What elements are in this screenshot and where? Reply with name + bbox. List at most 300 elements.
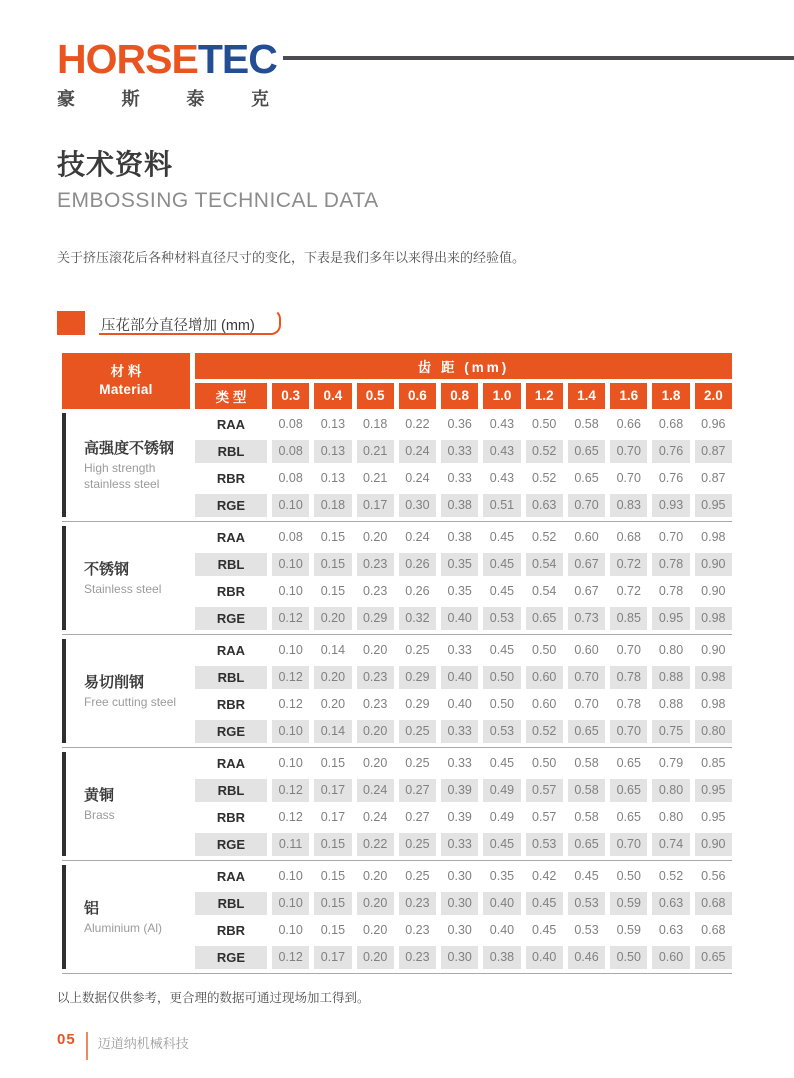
value-cell: 0.80 [652, 806, 689, 829]
value-cell: 0.23 [357, 580, 394, 603]
type-cell: RGE [195, 607, 267, 630]
value-cell: 0.15 [314, 553, 351, 576]
value-cell: 0.25 [399, 720, 436, 743]
value-cell: 0.38 [483, 946, 520, 969]
value-cell: 0.20 [357, 752, 394, 775]
value-cell: 0.65 [526, 607, 563, 630]
block-separator-line [62, 747, 732, 748]
value-cell: 0.65 [568, 440, 605, 463]
value-cell: 0.26 [399, 553, 436, 576]
value-cell: 0.50 [610, 865, 647, 888]
value-cell: 0.32 [399, 607, 436, 630]
value-cell: 0.40 [483, 919, 520, 942]
value-cell: 0.90 [695, 639, 732, 662]
block-separator-cell [62, 973, 732, 974]
value-cell: 0.74 [652, 833, 689, 856]
block-separator [62, 973, 732, 974]
value-cell: 0.20 [357, 720, 394, 743]
value-cell: 0.60 [526, 693, 563, 716]
value-cell: 0.53 [568, 919, 605, 942]
block-separator [62, 521, 732, 522]
pitch-header-cell: 1.6 [610, 383, 647, 409]
material-header-cell [62, 353, 190, 409]
value-cell: 0.52 [526, 440, 563, 463]
logo-chinese-char: 泰 [186, 88, 205, 109]
value-cell: 0.67 [568, 580, 605, 603]
value-cell: 0.78 [652, 580, 689, 603]
value-cell: 0.52 [652, 865, 689, 888]
value-cell: 0.27 [399, 806, 436, 829]
value-cell: 0.10 [272, 752, 309, 775]
value-cell: 0.10 [272, 892, 309, 915]
pitch-header-cell: 0.3 [272, 383, 309, 409]
value-cell: 0.60 [652, 946, 689, 969]
value-cell: 0.08 [272, 467, 309, 490]
value-cell: 0.10 [272, 580, 309, 603]
value-cell: 0.50 [483, 666, 520, 689]
pitch-group-header: 齿 距 (mm) [195, 353, 732, 379]
value-cell: 0.53 [483, 720, 520, 743]
value-cell: 0.45 [483, 553, 520, 576]
data-row [62, 526, 732, 549]
value-cell: 0.68 [695, 919, 732, 942]
block-separator-cell [62, 747, 732, 748]
value-cell: 0.57 [526, 806, 563, 829]
header-row-pitch [62, 353, 732, 379]
data-row [62, 752, 732, 775]
value-cell: 0.11 [272, 833, 309, 856]
value-cell: 0.70 [610, 833, 647, 856]
value-cell: 0.12 [272, 806, 309, 829]
value-cell: 0.80 [652, 779, 689, 802]
value-cell: 0.76 [652, 467, 689, 490]
block-separator [62, 634, 732, 635]
value-cell: 0.43 [483, 413, 520, 436]
value-cell: 0.65 [610, 752, 647, 775]
value-cell: 0.38 [441, 494, 478, 517]
value-cell: 0.80 [695, 720, 732, 743]
value-cell: 0.49 [483, 779, 520, 802]
value-cell: 0.95 [695, 494, 732, 517]
intro-text: 关于挤压滚花后各种材料直径尺寸的变化，下表是我们多年以来得出来的经验值。 [57, 249, 526, 265]
page-title: 技术资料 [57, 148, 174, 180]
page-number: 05 [57, 1030, 76, 1048]
value-cell: 0.58 [568, 779, 605, 802]
value-cell: 0.63 [526, 494, 563, 517]
logo-text-horse: HORSE [57, 36, 198, 82]
value-cell: 0.10 [272, 720, 309, 743]
value-cell: 0.65 [568, 720, 605, 743]
value-cell: 0.98 [695, 693, 732, 716]
value-cell: 0.21 [357, 467, 394, 490]
value-cell: 0.20 [357, 919, 394, 942]
value-cell: 0.20 [357, 892, 394, 915]
value-cell: 0.98 [695, 607, 732, 630]
value-cell: 0.70 [568, 666, 605, 689]
block-separator-line [62, 634, 732, 635]
value-cell: 0.10 [272, 639, 309, 662]
value-cell: 0.40 [441, 693, 478, 716]
value-cell: 0.65 [610, 806, 647, 829]
value-cell: 0.30 [441, 865, 478, 888]
value-cell: 0.08 [272, 526, 309, 549]
value-cell: 0.87 [695, 440, 732, 463]
value-cell: 0.25 [399, 865, 436, 888]
value-cell: 0.38 [441, 526, 478, 549]
value-cell: 0.58 [568, 806, 605, 829]
value-cell: 0.70 [568, 494, 605, 517]
value-cell: 0.29 [399, 693, 436, 716]
value-cell: 0.50 [526, 639, 563, 662]
data-row [62, 413, 732, 436]
value-cell: 0.30 [441, 892, 478, 915]
value-cell: 0.52 [526, 526, 563, 549]
value-cell: 0.46 [568, 946, 605, 969]
value-cell: 0.78 [610, 666, 647, 689]
value-cell: 0.23 [399, 946, 436, 969]
value-cell: 0.50 [526, 752, 563, 775]
type-cell: RBL [195, 553, 267, 576]
value-cell: 0.24 [399, 467, 436, 490]
pitch-header-cell: 1.0 [483, 383, 520, 409]
value-cell: 0.88 [652, 666, 689, 689]
value-cell: 0.08 [272, 413, 309, 436]
value-cell: 0.29 [399, 666, 436, 689]
value-cell: 0.35 [441, 580, 478, 603]
value-cell: 0.15 [314, 833, 351, 856]
material-cell [62, 865, 190, 969]
pitch-header-cell: 0.4 [314, 383, 351, 409]
value-cell: 0.12 [272, 666, 309, 689]
value-cell: 0.17 [314, 806, 351, 829]
value-cell: 0.45 [568, 865, 605, 888]
value-cell: 0.58 [568, 413, 605, 436]
type-cell: RAA [195, 413, 267, 436]
value-cell: 0.98 [695, 526, 732, 549]
material-cell [62, 413, 190, 517]
value-cell: 0.73 [568, 607, 605, 630]
type-cell: RGE [195, 833, 267, 856]
value-cell: 0.35 [483, 865, 520, 888]
value-cell: 0.36 [441, 413, 478, 436]
value-cell: 0.30 [441, 919, 478, 942]
value-cell: 0.33 [441, 467, 478, 490]
value-cell: 0.23 [399, 892, 436, 915]
value-cell: 0.52 [526, 467, 563, 490]
value-cell: 0.30 [441, 946, 478, 969]
value-cell: 0.13 [314, 413, 351, 436]
value-cell: 0.53 [526, 833, 563, 856]
logo-chinese-char: 克 [250, 88, 269, 109]
value-cell: 0.95 [652, 607, 689, 630]
page-footer [57, 1030, 737, 1060]
value-cell: 0.18 [357, 413, 394, 436]
page-header [0, 0, 794, 111]
value-cell: 0.78 [610, 693, 647, 716]
value-cell: 0.70 [610, 639, 647, 662]
value-cell: 0.65 [568, 467, 605, 490]
value-cell: 0.40 [483, 892, 520, 915]
value-cell: 0.70 [610, 467, 647, 490]
value-cell: 0.53 [568, 892, 605, 915]
value-cell: 0.54 [526, 580, 563, 603]
value-cell: 0.88 [652, 693, 689, 716]
value-cell: 0.33 [441, 440, 478, 463]
value-cell: 0.29 [357, 607, 394, 630]
logo-chinese-char: 斯 [121, 88, 140, 109]
section-label [57, 309, 737, 335]
company-logo [57, 36, 277, 111]
value-cell: 0.42 [526, 865, 563, 888]
value-cell: 0.85 [695, 752, 732, 775]
value-cell: 0.75 [652, 720, 689, 743]
value-cell: 0.40 [526, 946, 563, 969]
value-cell: 0.08 [272, 440, 309, 463]
value-cell: 0.70 [610, 720, 647, 743]
value-cell: 0.90 [695, 580, 732, 603]
type-cell: RBL [195, 892, 267, 915]
value-cell: 0.93 [652, 494, 689, 517]
value-cell: 0.10 [272, 865, 309, 888]
material-name-cn: 黄铜 [84, 787, 115, 805]
value-cell: 0.60 [526, 666, 563, 689]
pitch-header-cell: 1.2 [526, 383, 563, 409]
block-separator [62, 860, 732, 861]
logo-chinese-name [57, 85, 269, 111]
value-cell: 0.12 [272, 607, 309, 630]
value-cell: 0.12 [272, 693, 309, 716]
value-cell: 0.23 [357, 553, 394, 576]
value-cell: 0.15 [314, 892, 351, 915]
value-cell: 0.20 [357, 526, 394, 549]
page-subtitle: EMBOSSING TECHNICAL DATA [57, 188, 379, 212]
value-cell: 0.63 [652, 919, 689, 942]
value-cell: 0.59 [610, 892, 647, 915]
value-cell: 0.17 [314, 946, 351, 969]
logo-text-tec: TEC [197, 36, 277, 82]
value-cell: 0.33 [441, 752, 478, 775]
type-cell: RAA [195, 865, 267, 888]
value-cell: 0.96 [695, 413, 732, 436]
value-cell: 0.83 [610, 494, 647, 517]
value-cell: 0.59 [610, 919, 647, 942]
value-cell: 0.24 [357, 779, 394, 802]
value-cell: 0.23 [399, 919, 436, 942]
material-header-cn: 材 料 [110, 364, 142, 380]
value-cell: 0.50 [526, 413, 563, 436]
value-cell: 0.45 [483, 526, 520, 549]
value-cell: 0.79 [652, 752, 689, 775]
type-cell: RGE [195, 720, 267, 743]
value-cell: 0.80 [652, 639, 689, 662]
value-cell: 0.35 [441, 553, 478, 576]
data-row [62, 865, 732, 888]
value-cell: 0.18 [314, 494, 351, 517]
pitch-header-cell: 0.6 [399, 383, 436, 409]
block-separator [62, 747, 732, 748]
block-separator-cell [62, 521, 732, 522]
value-cell: 0.65 [695, 946, 732, 969]
type-cell: RGE [195, 946, 267, 969]
value-cell: 0.15 [314, 919, 351, 942]
material-name-cn: 不锈钢 [84, 561, 130, 579]
value-cell: 0.45 [483, 752, 520, 775]
value-cell: 0.70 [610, 440, 647, 463]
value-cell: 0.20 [314, 693, 351, 716]
value-cell: 0.17 [314, 779, 351, 802]
material-name-en: High strength stainless steel [84, 461, 160, 491]
value-cell: 0.33 [441, 833, 478, 856]
value-cell: 0.10 [272, 919, 309, 942]
embossing-data-table [57, 349, 737, 978]
value-cell: 0.25 [399, 639, 436, 662]
material-name-cn: 易切削钢 [84, 674, 145, 692]
value-cell: 0.43 [483, 440, 520, 463]
value-cell: 0.24 [399, 440, 436, 463]
value-cell: 0.60 [568, 526, 605, 549]
value-cell: 0.95 [695, 779, 732, 802]
value-cell: 0.65 [610, 779, 647, 802]
value-cell: 0.68 [610, 526, 647, 549]
value-cell: 0.68 [652, 413, 689, 436]
pitch-header-cell: 0.8 [441, 383, 478, 409]
value-cell: 0.53 [483, 607, 520, 630]
value-cell: 0.33 [441, 639, 478, 662]
label-square-icon [57, 311, 85, 335]
material-cell [62, 752, 190, 856]
value-cell: 0.13 [314, 467, 351, 490]
value-cell: 0.10 [272, 553, 309, 576]
value-cell: 0.22 [357, 833, 394, 856]
block-separator-cell [62, 860, 732, 861]
type-cell: RBR [195, 693, 267, 716]
value-cell: 0.67 [568, 553, 605, 576]
block-separator-line [62, 521, 732, 522]
value-cell: 0.26 [399, 580, 436, 603]
value-cell: 0.50 [483, 693, 520, 716]
value-cell: 0.24 [399, 526, 436, 549]
value-cell: 0.23 [357, 666, 394, 689]
value-cell: 0.14 [314, 639, 351, 662]
value-cell: 0.45 [526, 892, 563, 915]
material-name-en: Stainless steel [84, 582, 162, 597]
value-cell: 0.33 [441, 720, 478, 743]
material-header-en: Material [99, 381, 153, 397]
material-cell [62, 639, 190, 743]
value-cell: 0.65 [568, 833, 605, 856]
value-cell: 0.72 [610, 580, 647, 603]
footnote-text: 以上数据仅供参考，更合理的数据可通过现场加工得到。 [57, 990, 370, 1005]
value-cell: 0.66 [610, 413, 647, 436]
logo-chinese-char: 豪 [57, 88, 75, 109]
value-cell: 0.95 [695, 806, 732, 829]
value-cell: 0.20 [357, 639, 394, 662]
value-cell: 0.12 [272, 779, 309, 802]
type-cell: RGE [195, 494, 267, 517]
value-cell: 0.58 [568, 752, 605, 775]
value-cell: 0.76 [652, 440, 689, 463]
value-cell: 0.15 [314, 865, 351, 888]
value-cell: 0.15 [314, 580, 351, 603]
material-cell [62, 526, 190, 630]
value-cell: 0.24 [357, 806, 394, 829]
value-cell: 0.22 [399, 413, 436, 436]
data-row [62, 639, 732, 662]
material-name-en: Aluminium (Al) [84, 921, 163, 936]
type-cell: RAA [195, 639, 267, 662]
value-cell: 0.68 [695, 892, 732, 915]
type-cell: RBL [195, 440, 267, 463]
type-cell: RBL [195, 779, 267, 802]
value-cell: 0.15 [314, 752, 351, 775]
value-cell: 0.90 [695, 553, 732, 576]
value-cell: 0.43 [483, 467, 520, 490]
value-cell: 0.56 [695, 865, 732, 888]
value-cell: 0.70 [652, 526, 689, 549]
value-cell: 0.40 [441, 666, 478, 689]
value-cell: 0.54 [526, 553, 563, 576]
value-cell: 0.30 [399, 494, 436, 517]
block-separator-cell [62, 634, 732, 635]
block-separator-line [62, 973, 732, 974]
value-cell: 0.20 [357, 946, 394, 969]
material-name-en: Brass [84, 808, 115, 823]
value-cell: 0.15 [314, 526, 351, 549]
value-cell: 0.12 [272, 946, 309, 969]
header-rule-line [283, 56, 794, 60]
value-cell: 0.45 [483, 580, 520, 603]
value-cell: 0.40 [441, 607, 478, 630]
type-cell: RBR [195, 806, 267, 829]
material-name-en: Free cutting steel [84, 695, 177, 710]
value-cell: 0.90 [695, 833, 732, 856]
value-cell: 0.25 [399, 752, 436, 775]
value-cell: 0.39 [441, 806, 478, 829]
value-cell: 0.49 [483, 806, 520, 829]
value-cell: 0.60 [568, 639, 605, 662]
value-cell: 0.70 [568, 693, 605, 716]
value-cell: 0.85 [610, 607, 647, 630]
type-cell: RBR [195, 467, 267, 490]
value-cell: 0.39 [441, 779, 478, 802]
type-cell: RAA [195, 526, 267, 549]
value-cell: 0.72 [610, 553, 647, 576]
value-cell: 0.87 [695, 467, 732, 490]
value-cell: 0.98 [695, 666, 732, 689]
value-cell: 0.20 [314, 666, 351, 689]
pitch-header-cell: 1.8 [652, 383, 689, 409]
value-cell: 0.13 [314, 440, 351, 463]
value-cell: 0.63 [652, 892, 689, 915]
value-cell: 0.10 [272, 494, 309, 517]
pitch-header-cell: 2.0 [695, 383, 732, 409]
value-cell: 0.52 [526, 720, 563, 743]
value-cell: 0.21 [357, 440, 394, 463]
footer-company-name: 迈道纳机械科技 [97, 1035, 189, 1051]
value-cell: 0.14 [314, 720, 351, 743]
value-cell: 0.45 [483, 833, 520, 856]
footer-divider-line [86, 1032, 88, 1060]
value-cell: 0.45 [526, 919, 563, 942]
value-cell: 0.50 [610, 946, 647, 969]
value-cell: 0.27 [399, 779, 436, 802]
type-cell: RAA [195, 752, 267, 775]
value-cell: 0.78 [652, 553, 689, 576]
material-name-cn: 铝 [84, 900, 100, 918]
pitch-header-cell: 1.4 [568, 383, 605, 409]
value-cell: 0.51 [483, 494, 520, 517]
value-cell: 0.17 [357, 494, 394, 517]
